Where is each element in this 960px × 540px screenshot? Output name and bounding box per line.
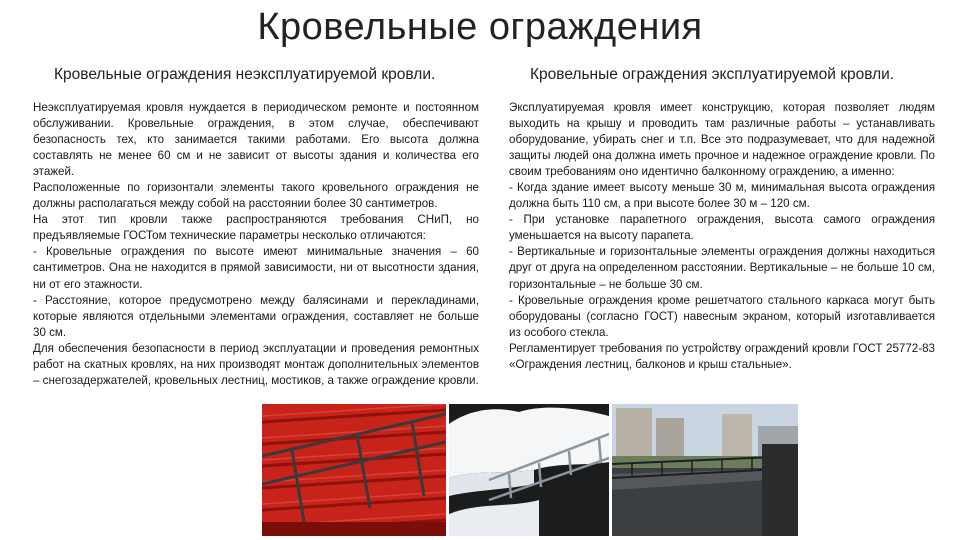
paragraph: - При установке парапетного ограждения, высота самого ограждения уменьшается на высоту парапета. xyxy=(509,213,935,243)
paragraph: - Когда здание имеет высоту меньше 30 м, минимальная высота ограждения должна быть 110 см, а при высоте более 30 м – 120 см. xyxy=(509,181,935,211)
left-column-heading: Кровельные ограждения неэксплуатируемой кровли. xyxy=(54,66,436,83)
paragraph: Расположенные по горизонтали элементы такого кровельного ограждения не должны располагаться между собой на расстоянии более 30 сантиметров. xyxy=(33,181,479,211)
photo-snow-roof-railing xyxy=(449,404,609,536)
right-column-heading: Кровельные ограждения эксплуатируемой кровли. xyxy=(530,66,895,83)
paragraph: Регламентирует требования по устройству ограждений кровли ГОСТ 25772-83 «Ограждения лестниц, балконов и крыш стальные». xyxy=(509,341,935,371)
paragraph: - Кровельные ограждения по высоте имеют минимальные значения – 60 сантиметров. Она не находится в прямой зависимости, ни от высотности здания, ни от его этажности. xyxy=(33,245,479,291)
paragraph: Эксплуатируемая кровля имеет конструкцию, которая позволяет людям выходить на крышу и проводить там различные работы – устанавливать оборудование, убирать снег и т.п. Все это подразумевает, что для надежной защиты людей она должна иметь прочное и надежное ограждение кровли. По своим требованиям оно идентично балконному ограждению, а именно: xyxy=(509,101,935,179)
left-column-text xyxy=(33,100,479,389)
page-title: Кровельные ограждения xyxy=(257,6,703,48)
photo-flat-roof-railing xyxy=(612,404,798,536)
paragraph: - Кровельные ограждения кроме решетчатого стального каркаса могут быть оборудованы (согласно ГОСТ) навесным экраном, который изготавливается из особого стекла. xyxy=(509,293,935,339)
paragraph: Для обеспечения безопасности в период эксплуатации и проведения ремонтных работ на скатных кровлях, на них производят монтаж дополнительных элементов – снегозадержателей, кровельных лестниц, мостиков, а также ограждение кровли. xyxy=(33,341,479,387)
paragraph: - Вертикальные и горизонтальные элементы ограждения должны находиться друг от друга на определенном расстоянии. Вертикальные – не больше 10 см, горизонтальные – не больше 30 см. xyxy=(509,245,935,291)
paragraph: - Расстояние, которое предусмотрено между балясинами и перекладинами, которые являются отдельными элементами ограждения, составляет не больше 30 см. xyxy=(33,293,479,339)
right-column-text xyxy=(509,100,935,373)
paragraph: Неэксплуатируемая кровля нуждается в периодическом ремонте и постоянном обслуживании. Кровельные ограждения, в этом случае, обеспечивают безопасность тех, кто занимается такими работами. Его высота должна составлять не менее 60 см и не зависит от высоты здания и количества его этажей. xyxy=(33,101,479,179)
photo-red-roof-railing xyxy=(262,404,446,536)
paragraph: На этот тип кровли также распространяются требования СНиП, но предъявляемые ГОСТом технические параметры несколько отличаются: xyxy=(33,213,479,243)
